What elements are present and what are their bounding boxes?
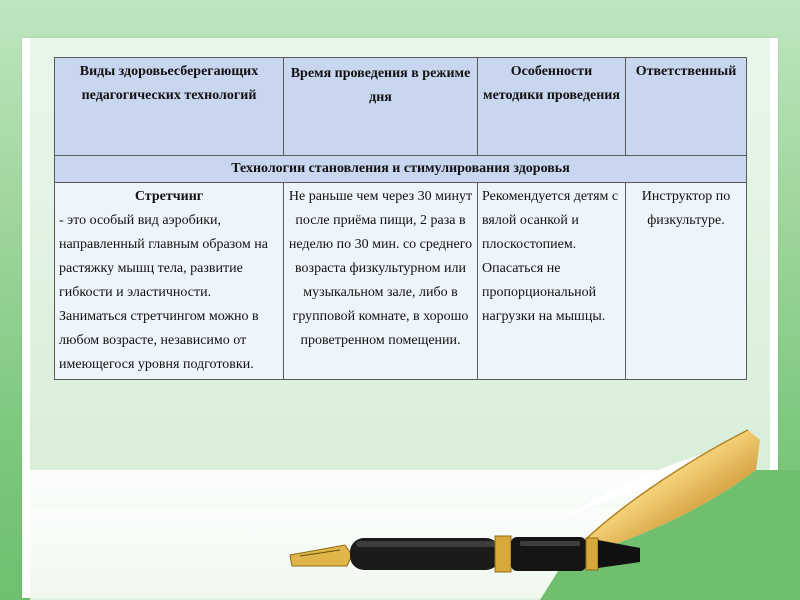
header-technology-type: Виды здоровьесберегающих педагогических технологий [55, 58, 284, 156]
cell-responsible: Инструктор по физкультуре. [626, 183, 747, 380]
header-method: Особенности методики проведения [478, 58, 626, 156]
header-responsible: Ответственный [626, 58, 747, 156]
technology-description: - это особый вид аэробики, направленный главным образом на растяжку мышц тела, развитие гибкости и эластичности. Заниматься стретчингом можно в любом возрасте, независимо от имеющегося уровня подготовки. [59, 213, 268, 372]
section-title: Технологии становления и стимулирования здоровья [55, 156, 747, 183]
table-header-row [55, 58, 747, 156]
cell-time: Не раньше чем через 30 минут после приёма пищи, 2 раза в неделю по 30 мин. со среднего возраста физкультурном или музыкальном зале, либо в групповой комнате, в хорошо проветренном помещении. [284, 183, 478, 380]
table-row [55, 183, 747, 380]
cell-method: Рекомендуется детям с вялой осанкой и плоскостопием. Опасаться не пропорциональной нагрузки на мышцы. [478, 183, 626, 380]
technology-term: Стретчинг [134, 189, 204, 204]
section-row [55, 156, 747, 183]
header-time: Время проведения в режиме дня [284, 58, 478, 156]
technology-table [54, 57, 747, 380]
cell-technology [55, 183, 284, 380]
